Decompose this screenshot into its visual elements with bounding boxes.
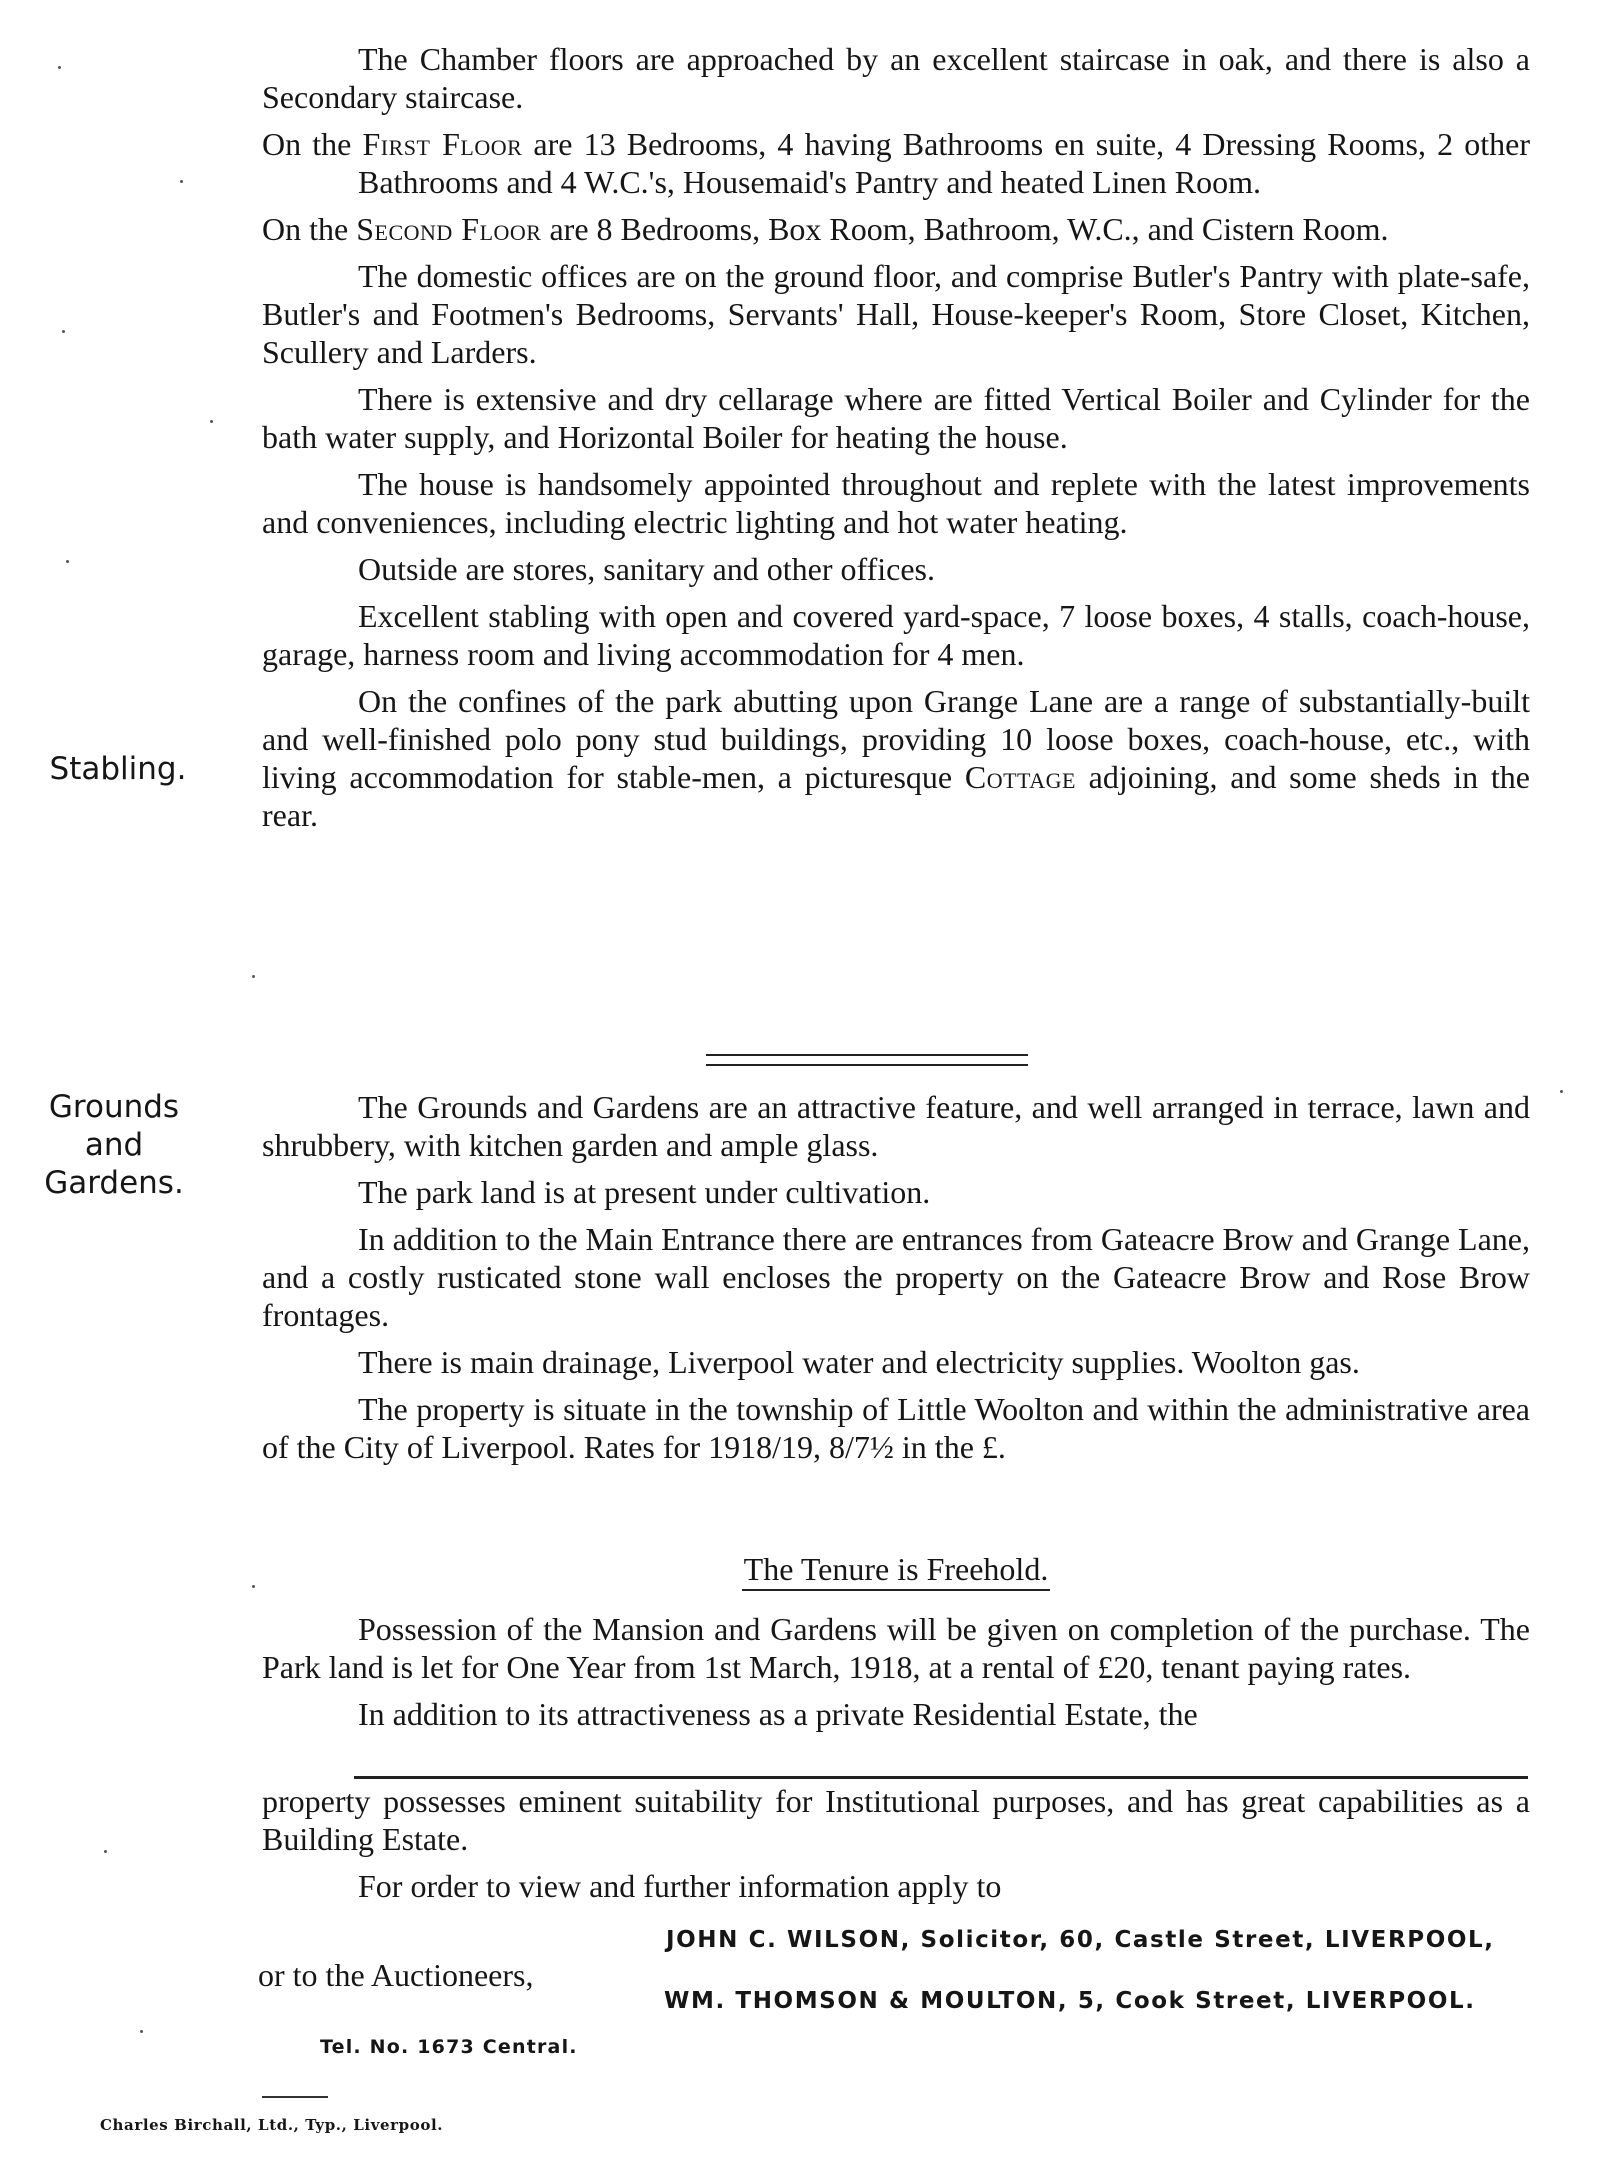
paragraph-suitability: property possesses eminent suitability for Institutional purposes, and has great capabilities as a Building Estate. (262, 1783, 1530, 1857)
possession-block (262, 1610, 1530, 1733)
scan-speck (66, 560, 69, 563)
paragraph-apply: For order to view and further information apply to (358, 1868, 1002, 1904)
paragraph-attractiveness-underlined: In addition to its attractiveness as a private Residential Estate, the (358, 1696, 1198, 1732)
paragraph-polo-stud: On the confines of the park abutting upon Grange Lane are a range of substantially-built and well-finished polo pony stud buildings, providing 10 loose boxes, coach-house, etc., with living accommodation for stable-men, a picturesque Cottage adjoining, and some sheds in the rear. (262, 683, 1531, 833)
paragraph-first-floor: On the First Floor are 13 Bedrooms, 4 having Bathrooms en suite, 4 Dressing Rooms, 2 other Bathrooms and 4 W.C.'s, Housemaid's Pantry and heated Linen Room. (262, 126, 1531, 200)
auctioneers-contact: WM. THOMSON & MOULTON, 5, Cook Street, LIVERPOOL. (664, 1988, 1476, 2014)
scan-speck (104, 1850, 107, 1853)
attractiveness-underline (354, 1776, 1528, 1779)
printer-imprint: Charles Birchall, Ltd., Typ., Liverpool. (100, 2116, 444, 2134)
paragraph-outside: Outside are stores, sanitary and other offices. (358, 551, 935, 587)
margin-note-stabling: Stabling. (49, 751, 187, 787)
paragraph-park-land: The park land is at present under cultivation. (358, 1174, 931, 1210)
paragraph-domestic-offices: The domestic offices are on the ground floor, and comprise Butler's Pantry with plate-safe, Butler's and Footmen's Bedrooms, Servants' Hall, House-keeper's Room, Store Closet, Kitchen, Scullery and Larders. (262, 258, 1530, 370)
paragraph-staircase: The Chamber floors are approached by an excellent staircase in oak, and there is also a Secondary staircase. (262, 41, 1530, 115)
paragraph-grounds: The Grounds and Gardens are an attractive feature, and well arranged in terrace, lawn and shrubbery, with kitchen garden and ample glass. (262, 1089, 1530, 1163)
paragraph-entrances: In addition to the Main Entrance there are entrances from Gateacre Brow and Grange Lane, and a costly rusticated stone wall encloses the property on the Gateacre Brow and Rose Brow frontages. (262, 1221, 1530, 1333)
scan-speck (252, 1585, 255, 1588)
lower-text-block (262, 1088, 1530, 1466)
paragraph-appointments: The house is handsomely appointed throughout and replete with the latest improvements and conveniences, including electric lighting and hot water heating. (262, 466, 1530, 540)
section-divider (706, 1054, 1028, 1066)
paragraph-stabling: Excellent stabling with open and covered yard-space, 7 loose boxes, 4 stalls, coach-house, garage, harness room and living accommodation for 4 men. (262, 598, 1530, 672)
scan-speck (252, 975, 255, 978)
tenure-heading: The Tenure is Freehold. (262, 1550, 1530, 1588)
paragraph-township: The property is situate in the township of Little Woolton and within the administrative area of the City of Liverpool. Rates for 1918/19, 8/7½ in the £. (262, 1391, 1530, 1465)
scan-speck (180, 180, 183, 183)
scan-speck (210, 420, 213, 423)
scan-speck (1560, 1090, 1563, 1093)
scan-speck (58, 66, 61, 69)
scan-speck (140, 2030, 143, 2033)
suitability-block (262, 1782, 1530, 1905)
paragraph-services: There is main drainage, Liverpool water and electricity supplies. Woolton gas. (358, 1344, 1360, 1380)
margin-note-grounds: Grounds and Gardens. (44, 1089, 184, 1201)
paragraph-second-floor: On the Second Floor are 8 Bedrooms, Box Room, Bathroom, W.C., and Cistern Room. (262, 211, 1389, 247)
solicitor-contact: JOHN C. WILSON, Solicitor, 60, Castle Street, LIVERPOOL, (666, 1927, 1495, 1953)
auctioneers-intro: or to the Auctioneers, (258, 1957, 534, 1993)
scan-speck (62, 330, 65, 333)
paragraph-cellarage: There is extensive and dry cellarage where are fitted Vertical Boiler and Cylinder for the bath water supply, and Horizontal Boiler for heating the house. (262, 381, 1530, 455)
telephone-number: Tel. No. 1673 Central. (320, 2036, 578, 2058)
upper-text-block (262, 40, 1530, 834)
paragraph-possession: Possession of the Mansion and Gardens will be given on completion of the purchase. The Park land is let for One Year from 1st March, 1918, at a rental of £20, tenant paying rates. (262, 1611, 1530, 1685)
printer-rule (262, 2096, 328, 2098)
